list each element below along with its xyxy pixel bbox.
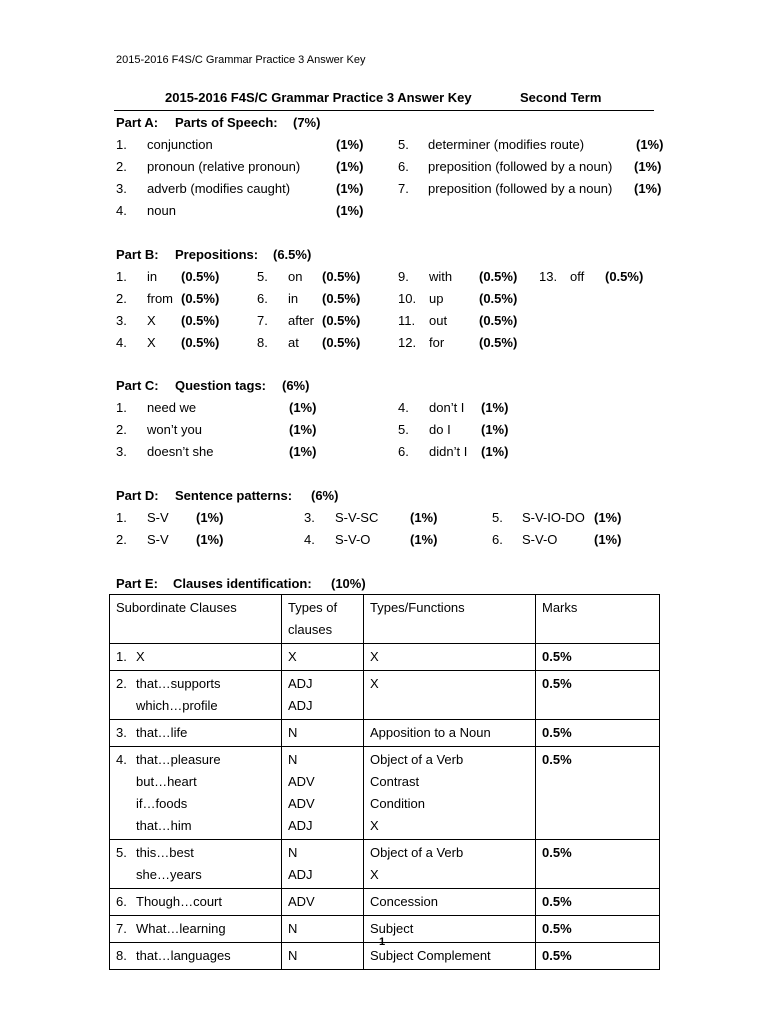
clause-cell	[110, 720, 282, 747]
part-c-item-text: need we	[147, 400, 197, 415]
part-b-item-mark: (0.5%)	[322, 313, 361, 328]
clause-text: that…supports	[136, 676, 221, 691]
type-text: ADV	[288, 774, 315, 789]
part-b-item-num: 10.	[398, 291, 417, 306]
type-text: N	[288, 752, 298, 767]
function-cell	[364, 943, 536, 970]
part-d-item-text: S-V	[147, 510, 169, 525]
part-b-item-num: 2.	[116, 291, 127, 306]
type-text: N	[288, 921, 298, 936]
part-a-item-text: preposition (followed by a noun)	[428, 159, 613, 174]
clause-text: that…life	[136, 725, 188, 740]
part-b-name: Prepositions:	[175, 247, 259, 262]
part-b-item-text: off	[570, 269, 585, 284]
part-b-item-mark: (0.5%)	[181, 269, 220, 284]
table-row	[110, 889, 660, 916]
part-a-item-num: 3.	[116, 181, 127, 196]
part-d-item-mark: (1%)	[196, 510, 224, 525]
part-b-item-num: 8.	[257, 335, 268, 350]
part-d-item-num: 5.	[492, 510, 503, 525]
clause-text: X	[136, 649, 145, 664]
term-label: Second Term	[520, 90, 602, 105]
row-number: 4.	[116, 752, 127, 767]
part-a-item-num: 7.	[398, 181, 409, 196]
part-e-name: Clauses identification:	[173, 576, 312, 591]
part-d-item-num: 2.	[116, 532, 127, 547]
part-b-item-mark: (0.5%)	[181, 335, 220, 350]
part-b-item-num: 3.	[116, 313, 127, 328]
part-c-item-mark: (1%)	[289, 400, 317, 415]
part-b-item-text: out	[429, 313, 448, 328]
part-d-item-num: 1.	[116, 510, 127, 525]
part-d-item-num: 3.	[304, 510, 315, 525]
function-text: Subject Complement	[370, 948, 491, 963]
part-c-item-num: 3.	[116, 444, 127, 459]
type-text: ADJ	[288, 867, 313, 882]
part-c-item-text: won’t you	[147, 422, 202, 437]
part-c-marks: (6%)	[282, 378, 310, 393]
table-header-row	[110, 595, 660, 644]
clause-cell	[110, 840, 282, 889]
clause-text: this…best	[136, 845, 194, 860]
page-number: 1	[379, 936, 386, 948]
clause-text: What…learning	[136, 921, 226, 936]
part-d-item-mark: (1%)	[410, 532, 438, 547]
part-c-item-mark: (1%)	[289, 422, 317, 437]
table-header-cell: Marks	[536, 595, 660, 644]
part-b-item-num: 12.	[398, 335, 417, 350]
table-row	[110, 644, 660, 671]
part-d-item-text: S-V-IO-DO	[522, 510, 585, 525]
table-header-cell	[282, 595, 364, 644]
part-c-label: Part C:	[116, 378, 159, 393]
part-a-item-num: 2.	[116, 159, 127, 174]
part-a-item-mark: (1%)	[636, 137, 664, 152]
part-a-item-mark: (1%)	[336, 181, 364, 196]
table-row	[110, 747, 660, 840]
part-b-item-num: 6.	[257, 291, 268, 306]
type-cell	[282, 840, 364, 889]
clause-text: Though…court	[136, 894, 222, 909]
part-d-item-mark: (1%)	[594, 510, 622, 525]
part-c-item-num: 6.	[398, 444, 409, 459]
clause-cell	[110, 889, 282, 916]
part-b-item-mark: (0.5%)	[479, 335, 518, 350]
function-text: X	[370, 867, 379, 882]
part-a-marks: (7%)	[293, 115, 321, 130]
part-d-item-mark: (1%)	[594, 532, 622, 547]
type-text: ADV	[288, 796, 315, 811]
part-a-item-text: determiner (modifies route)	[428, 137, 585, 152]
clause-text: if…foods	[136, 796, 188, 811]
part-b-item-mark: (0.5%)	[322, 269, 361, 284]
part-b-item-text: X	[147, 335, 156, 350]
part-c-item-num: 4.	[398, 400, 409, 415]
part-d-item-text: S-V-O	[522, 532, 558, 547]
part-a-item-text: noun	[147, 203, 176, 218]
part-c-item-num: 1.	[116, 400, 127, 415]
type-text: ADV	[288, 894, 315, 909]
type-text: ADJ	[288, 676, 313, 691]
mark-cell: 0.5%	[536, 840, 660, 889]
part-b-item-num: 5.	[257, 269, 268, 284]
part-b-item-text: in	[147, 269, 158, 284]
row-number: 6.	[116, 894, 127, 909]
function-text: Apposition to a Noun	[370, 725, 491, 740]
function-text: X	[370, 818, 379, 833]
table-row	[110, 671, 660, 720]
mark-cell: 0.5%	[536, 747, 660, 840]
part-c-item-text: doesn’t she	[147, 444, 214, 459]
mark-cell: 0.5%	[536, 916, 660, 943]
type-cell	[282, 943, 364, 970]
function-cell	[364, 747, 536, 840]
row-number: 5.	[116, 845, 127, 860]
part-b-item-num: 13.	[539, 269, 558, 284]
clause-cell	[110, 671, 282, 720]
part-a-item-text: adverb (modifies caught)	[147, 181, 291, 196]
function-text: Object of a Verb	[370, 845, 464, 860]
row-number: 7.	[116, 921, 127, 936]
function-cell	[364, 840, 536, 889]
part-b-item-mark: (0.5%)	[181, 313, 220, 328]
function-cell	[364, 889, 536, 916]
part-b-item-text: up	[429, 291, 444, 306]
part-b-item-num: 1.	[116, 269, 127, 284]
part-c-item-mark: (1%)	[481, 422, 509, 437]
part-b-item-text: from	[147, 291, 173, 306]
part-b-item-num: 7.	[257, 313, 268, 328]
type-cell	[282, 747, 364, 840]
part-d-item-text: S-V-O	[335, 532, 371, 547]
part-d-item-mark: (1%)	[196, 532, 224, 547]
part-a-item-mark: (1%)	[336, 159, 364, 174]
type-cell	[282, 720, 364, 747]
part-b-marks: (6.5%)	[273, 247, 312, 262]
clauses-table	[109, 594, 660, 970]
table-header-cell: Subordinate Clauses	[110, 595, 282, 644]
part-a-item-text: preposition (followed by a noun)	[428, 181, 613, 196]
type-cell	[282, 644, 364, 671]
part-a-item-num: 4.	[116, 203, 127, 218]
function-text: X	[370, 649, 379, 664]
part-d-item-mark: (1%)	[410, 510, 438, 525]
function-text: Concession	[370, 894, 438, 909]
part-a-item-mark: (1%)	[634, 159, 662, 174]
table-row	[110, 720, 660, 747]
function-cell	[364, 720, 536, 747]
part-b-item-text: after	[288, 313, 315, 328]
table-header-cell: Types/Functions	[364, 595, 536, 644]
part-b-item-mark: (0.5%)	[479, 291, 518, 306]
part-b-item-mark: (0.5%)	[605, 269, 644, 284]
part-a-item-num: 5.	[398, 137, 409, 152]
row-number: 3.	[116, 725, 127, 740]
part-c-item-mark: (1%)	[289, 444, 317, 459]
row-number: 8.	[116, 948, 127, 963]
part-a-name: Parts of Speech:	[175, 115, 278, 130]
table-header-text: Types of clauses	[288, 600, 338, 637]
part-a-item-num: 6.	[398, 159, 409, 174]
part-c-item-mark: (1%)	[481, 444, 509, 459]
part-c-item-text: don’t I	[429, 400, 465, 415]
part-b-item-num: 4.	[116, 335, 127, 350]
clause-text: she…years	[136, 867, 202, 882]
part-b-item-num: 9.	[398, 269, 409, 284]
function-cell	[364, 644, 536, 671]
part-e-label: Part E:	[116, 576, 158, 591]
type-cell	[282, 671, 364, 720]
part-b-item-mark: (0.5%)	[322, 291, 361, 306]
function-cell	[364, 916, 536, 943]
mark-cell: 0.5%	[536, 889, 660, 916]
part-b-item-mark: (0.5%)	[181, 291, 220, 306]
function-text: X	[370, 676, 379, 691]
function-text: Condition	[370, 796, 425, 811]
part-a-item-mark: (1%)	[336, 137, 364, 152]
part-a-label: Part A:	[116, 115, 159, 130]
part-b-item-text: at	[288, 335, 299, 350]
clause-text: that…pleasure	[136, 752, 221, 767]
type-cell	[282, 889, 364, 916]
type-text: N	[288, 845, 298, 860]
part-a-item-text: pronoun (relative pronoun)	[147, 159, 301, 174]
part-b-item-text: X	[147, 313, 156, 328]
part-b-item-text: for	[429, 335, 445, 350]
mark-cell: 0.5%	[536, 671, 660, 720]
type-text: ADJ	[288, 818, 313, 833]
part-d-label: Part D:	[116, 488, 159, 503]
part-a-item-mark: (1%)	[634, 181, 662, 196]
part-c-item-text: didn’t I	[429, 444, 468, 459]
function-text: Subject	[370, 921, 414, 936]
part-c-item-mark: (1%)	[481, 400, 509, 415]
part-b-item-mark: (0.5%)	[479, 269, 518, 284]
part-d-name: Sentence patterns:	[175, 488, 293, 503]
part-d-item-text: S-V-SC	[335, 510, 379, 525]
clause-text: that…languages	[136, 948, 231, 963]
part-d-item-num: 6.	[492, 532, 503, 547]
part-a-item-text: conjunction	[147, 137, 213, 152]
clause-cell	[110, 644, 282, 671]
mark-cell: 0.5%	[536, 943, 660, 970]
part-b-item-mark: (0.5%)	[322, 335, 361, 350]
clause-cell	[110, 916, 282, 943]
part-e-marks: (10%)	[331, 576, 366, 591]
title-rule	[114, 110, 654, 111]
type-cell	[282, 916, 364, 943]
table-row	[110, 840, 660, 889]
clause-cell	[110, 747, 282, 840]
part-c-name: Question tags:	[175, 378, 267, 393]
part-a-item-mark: (1%)	[336, 203, 364, 218]
function-cell	[364, 671, 536, 720]
type-text: N	[288, 725, 298, 740]
part-b-label: Part B:	[116, 247, 159, 262]
part-d-marks: (6%)	[311, 488, 339, 503]
row-number: 1.	[116, 649, 127, 664]
function-text: Object of a Verb	[370, 752, 464, 767]
part-b-item-text: with	[429, 269, 453, 284]
part-d-item-text: S-V	[147, 532, 169, 547]
mark-cell: 0.5%	[536, 720, 660, 747]
part-b-item-text: on	[288, 269, 303, 284]
part-c-item-num: 5.	[398, 422, 409, 437]
part-c-item-text: do I	[429, 422, 451, 437]
clause-text: that…him	[136, 818, 192, 833]
part-d-item-num: 4.	[304, 532, 315, 547]
part-b-item-mark: (0.5%)	[479, 313, 518, 328]
part-c-item-num: 2.	[116, 422, 127, 437]
clause-text: which…profile	[136, 698, 218, 713]
part-a-item-num: 1.	[116, 137, 127, 152]
clause-cell	[110, 943, 282, 970]
page-title: 2015-2016 F4S/C Grammar Practice 3 Answer Key	[165, 90, 472, 105]
type-text: N	[288, 948, 298, 963]
part-b-item-num: 11.	[398, 313, 416, 328]
row-number: 2.	[116, 676, 127, 691]
type-text: X	[288, 649, 297, 664]
function-text: Contrast	[370, 774, 420, 789]
running-header: 2015-2016 F4S/C Grammar Practice 3 Answer Key	[116, 54, 366, 66]
type-text: ADJ	[288, 698, 313, 713]
mark-cell: 0.5%	[536, 644, 660, 671]
clause-text: but…heart	[136, 774, 197, 789]
part-b-item-text: in	[288, 291, 299, 306]
